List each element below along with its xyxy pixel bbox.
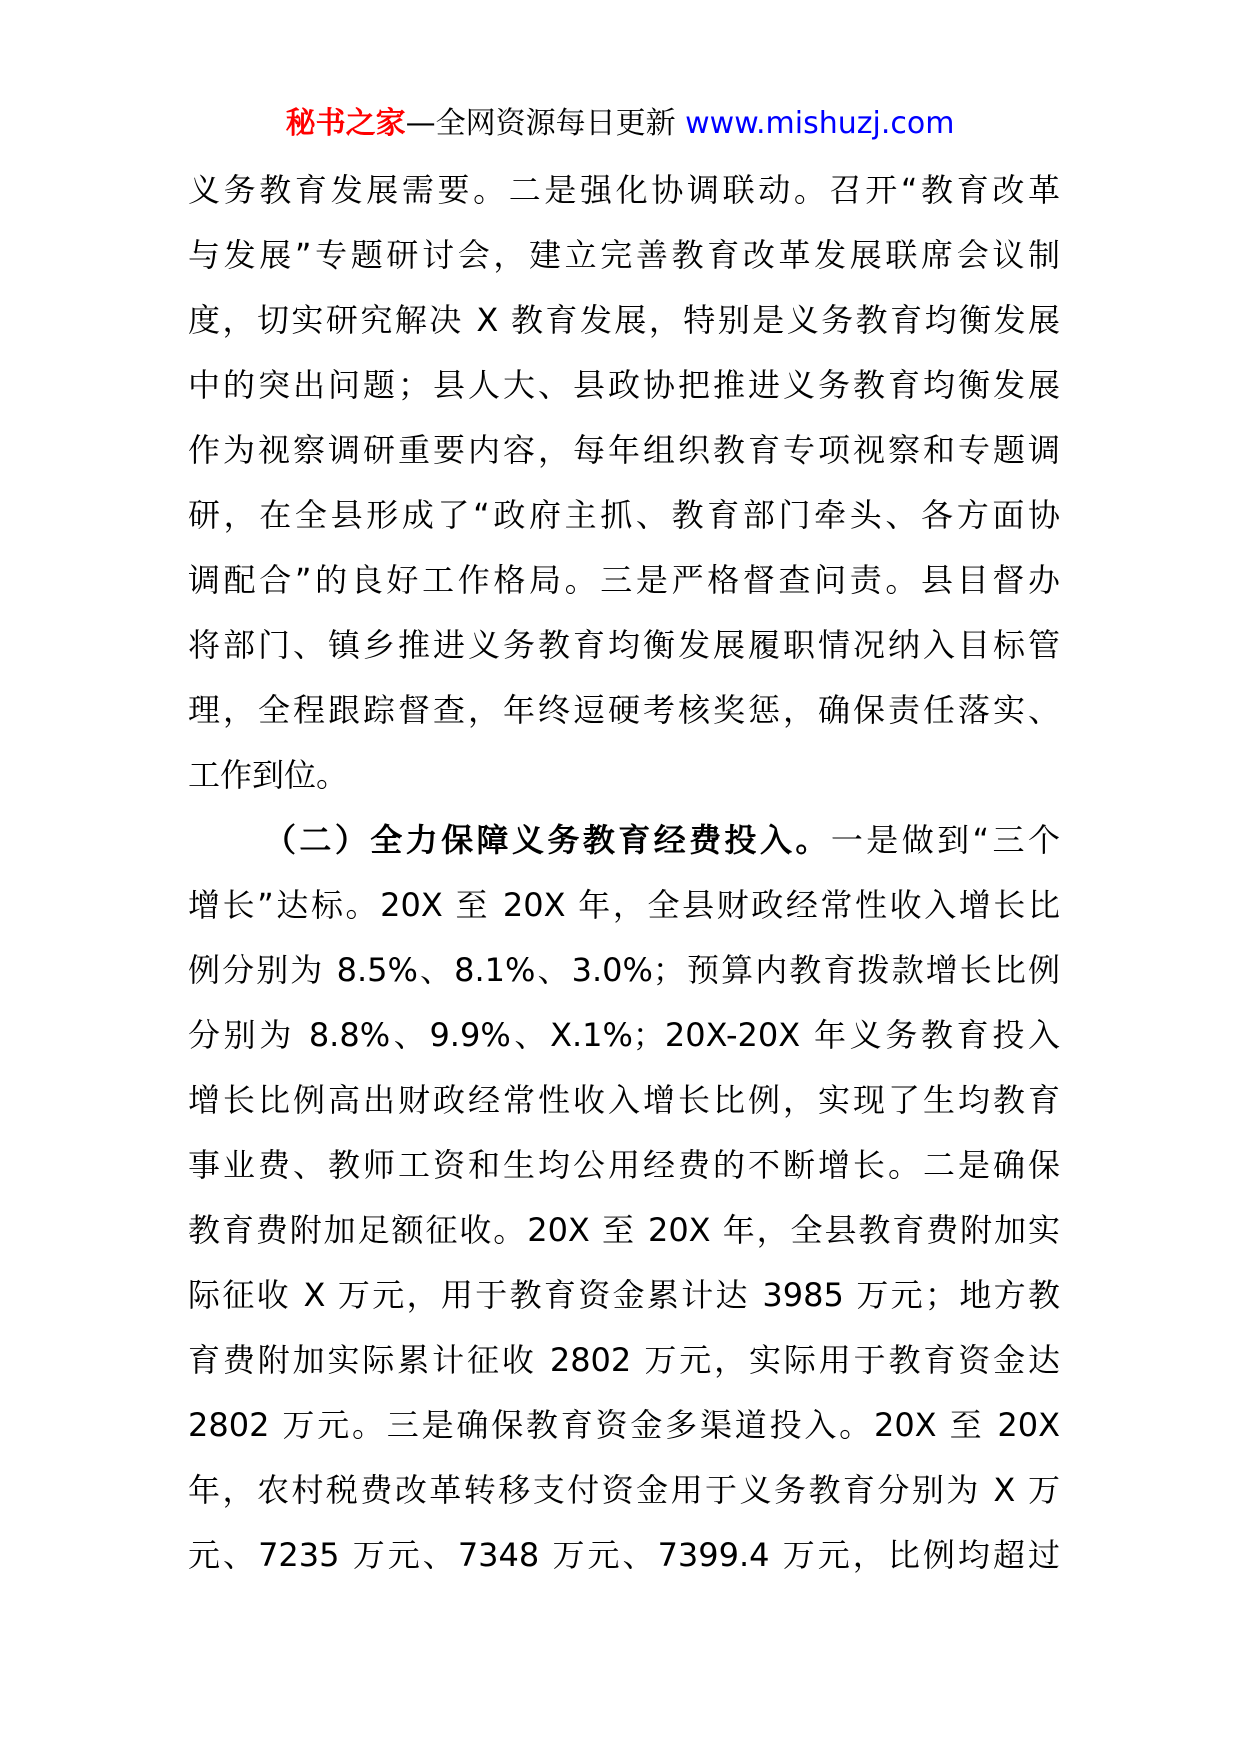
text-line: 义务教育发展需要。二是强化协调联动。召开“教育改革 xyxy=(188,171,1060,209)
text-line: 理，全程跟踪督查，年终逗硬考核奖惩，确保责任落实、 xyxy=(188,691,1060,729)
site-brand: 秘书之家 xyxy=(285,106,406,141)
text-line: 年，农村税费改革转移支付资金用于义务教育分别为 X 万 xyxy=(188,1471,1060,1509)
text-line: 元、7235 万元、7348 万元、7399.4 万元，比例均超过 xyxy=(188,1536,1060,1574)
text-line: 际征收 X 万元，用于教育资金累计达 3985 万元；地方教 xyxy=(188,1276,1060,1314)
text-line: 中的突出问题；县人大、县政协把推进义务教育均衡发展 xyxy=(188,366,1060,404)
text-line: 与发展”专题研讨会，建立完善教育改革发展联席会议制 xyxy=(188,236,1060,274)
paragraph xyxy=(188,808,1060,1588)
text-line: 2802 万元。三是确保教育资金多渠道投入。20X 至 20X xyxy=(188,1406,1060,1444)
text-line xyxy=(188,808,1060,873)
text-line: 度，切实研究解决 X 教育发展，特别是义务教育均衡发展 xyxy=(188,301,1060,339)
heading-line-rest: 一是做到“三个 xyxy=(830,821,1060,859)
text-line: 教育费附加足额征收。20X 至 20X 年，全县教育费附加实 xyxy=(188,1211,1060,1249)
text-line: 育费附加实际累计征收 2802 万元，实际用于教育资金达 xyxy=(188,1341,1060,1379)
text-line: 增长”达标。20X 至 20X 年，全县财政经常性收入增长比 xyxy=(188,886,1060,924)
site-tagline: —全网资源每日更新 xyxy=(405,106,686,141)
site-url[interactable]: www.mishuzj.com xyxy=(685,106,955,141)
text-line: 增长比例高出财政经常性收入增长比例，实现了生均教育 xyxy=(188,1081,1060,1119)
section-heading: （二）全力保障义务教育经费投入。 xyxy=(264,821,831,859)
text-line: 研，在全县形成了“政府主抓、教育部门牵头、各方面协 xyxy=(188,496,1060,534)
text-line: 例分别为 8.5%、8.1%、3.0%；预算内教育拨款增长比例 xyxy=(188,951,1060,989)
text-line: 工作到位。 xyxy=(188,756,349,794)
text-line: 分别为 8.8%、9.9%、X.1%；20X-20X 年义务教育投入 xyxy=(188,1016,1060,1054)
text-line: 作为视察调研重要内容，每年组织教育专项视察和专题调 xyxy=(188,431,1060,469)
site-header xyxy=(0,102,1240,146)
text-line: 将部门、镇乡推进义务教育均衡发展履职情况纳入目标管 xyxy=(188,626,1060,664)
paragraph xyxy=(188,158,1060,808)
text-line: 调配合”的良好工作格局。三是严格督查问责。县目督办 xyxy=(188,561,1060,599)
document-body xyxy=(188,158,1060,1588)
text-line: 事业费、教师工资和生均公用经费的不断增长。二是确保 xyxy=(188,1146,1060,1184)
